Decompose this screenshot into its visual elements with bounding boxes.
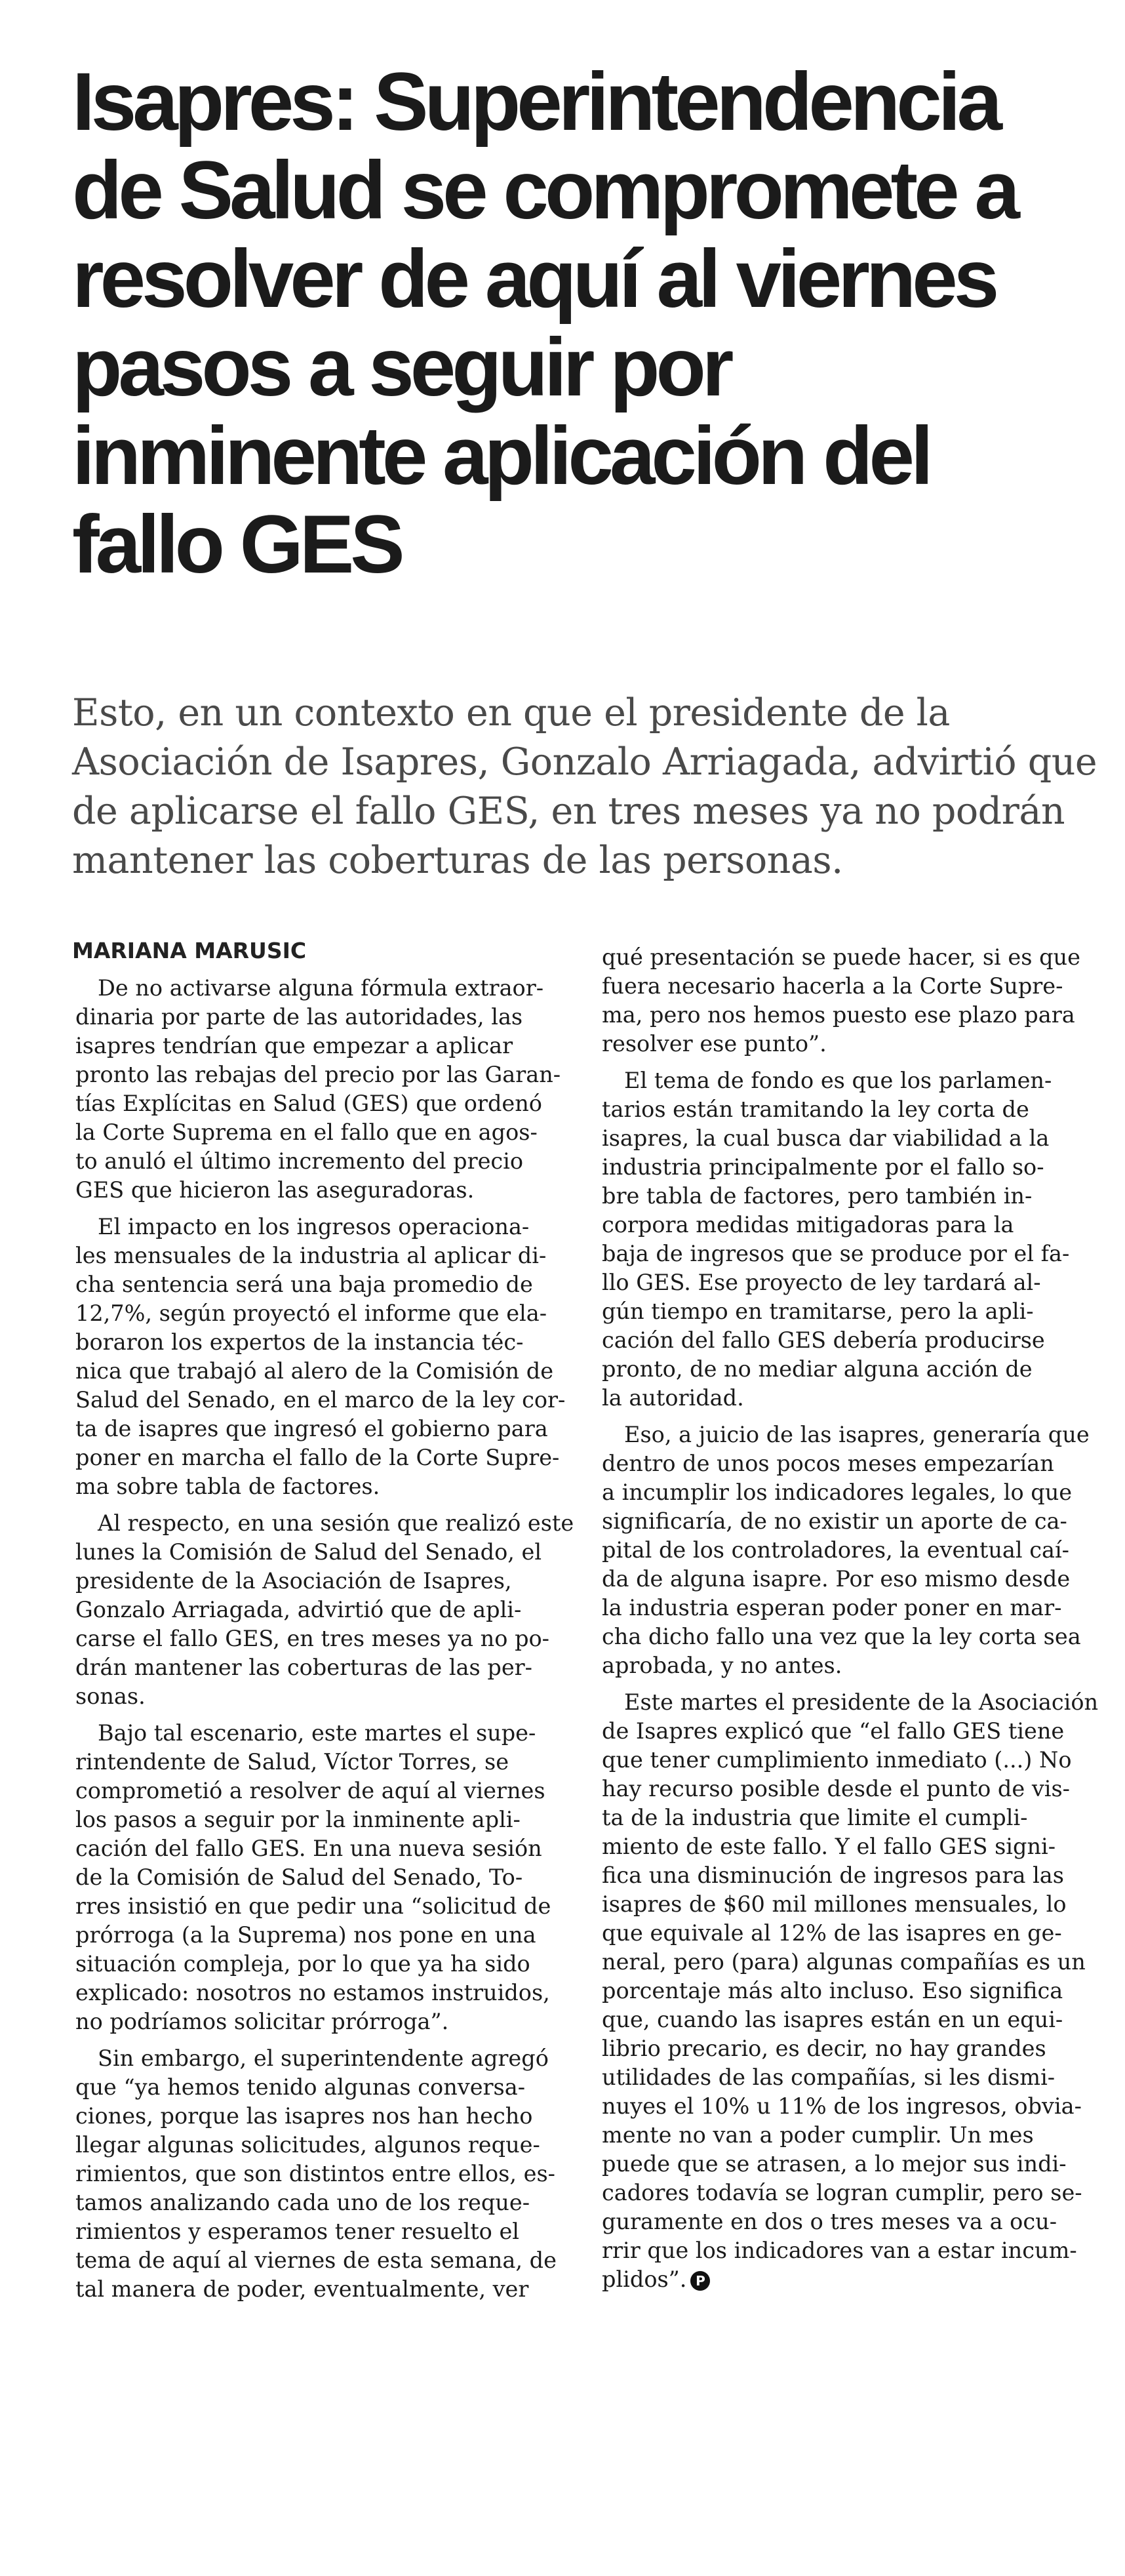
text-line: pital de los controladores, la eventual caí- bbox=[602, 1537, 1070, 1563]
text-line: Al respecto, en una sesión que realizó este bbox=[98, 1510, 574, 1536]
text-line: porcentaje más alto incluso. Eso significa bbox=[602, 1978, 1063, 2003]
paragraph bbox=[602, 943, 1100, 1058]
text-line: rintendente de Salud, Víctor Torres, se bbox=[75, 1749, 509, 1775]
text-line: los pasos a seguir por la inminente apli- bbox=[75, 1807, 521, 1832]
text-line: cación del fallo GES debería producirse bbox=[602, 1327, 1045, 1353]
text-line: la Corte Suprema en el fallo que en agos- bbox=[75, 1119, 538, 1145]
text-line: hay recurso posible desde el punto de vis- bbox=[602, 1776, 1070, 1801]
text-line: cha dicho fallo una vez que la ley corta sea bbox=[602, 1624, 1081, 1649]
paragraph bbox=[75, 1509, 574, 1711]
text-line: Eso, a juicio de las isapres, generaría que bbox=[624, 1422, 1090, 1447]
text-line: fuera necesario hacerla a la Corte Supre- bbox=[602, 973, 1063, 999]
text-line: presidente de la Asociación de Isapres, bbox=[75, 1568, 512, 1594]
text-line: nuyes el 10% u 11% de los ingresos, obvia- bbox=[602, 2093, 1082, 2119]
text-line: tema de aquí al viernes de esta semana, de bbox=[75, 2247, 557, 2273]
text-line: aprobada, y no antes. bbox=[602, 1653, 842, 1678]
text-line: ma sobre tabla de factores. bbox=[75, 1474, 380, 1499]
text-line: El impacto en los ingresos operaciona- bbox=[98, 1214, 530, 1239]
paragraph bbox=[75, 974, 574, 1205]
text-line: cha sentencia será una baja promedio de bbox=[75, 1272, 533, 1297]
text-line: gún tiempo en tramitarse, pero la apli- bbox=[602, 1298, 1034, 1324]
text-line: rres insistió en que pedir una “solicitud de bbox=[75, 1893, 551, 1919]
headline-line: Isapres: Superintendencia bbox=[72, 56, 998, 148]
text-line: puede que se atrasen, a lo mejor sus indi- bbox=[602, 2151, 1067, 2177]
text-line: dentro de unos pocos meses empezarían bbox=[602, 1451, 1054, 1476]
text-line: Gonzalo Arriagada, advirtió que de apli- bbox=[75, 1597, 522, 1622]
text-line: a incumplir los indicadores legales, lo que bbox=[602, 1479, 1073, 1505]
text-line: tamos analizando cada uno de los reque- bbox=[75, 2190, 530, 2215]
text-line: les mensuales de la industria al aplicar di- bbox=[75, 1243, 547, 1268]
text-line: drán mantener las coberturas de las per- bbox=[75, 1655, 532, 1680]
text-line: miento de este fallo. Y el fallo GES signi- bbox=[602, 1834, 1056, 1859]
deck-line: mantener las coberturas de las personas. bbox=[72, 839, 843, 882]
text-line: no podríamos solicitar prórroga”. bbox=[75, 2009, 449, 2034]
text-line: plidos”. P bbox=[602, 2265, 1100, 2294]
text-line: Este martes el presidente de la Asociación bbox=[624, 1689, 1099, 1715]
text-line: dinaria por parte de las autoridades, las bbox=[75, 1004, 523, 1030]
headline-line: fallo GES bbox=[72, 499, 401, 590]
text-line: ciones, porque las isapres nos han hecho bbox=[75, 2103, 533, 2129]
text-line: corpora medidas mitigadoras para la bbox=[602, 1212, 1014, 1238]
headline-line: resolver de aquí al viernes bbox=[72, 233, 996, 325]
deck-line: de aplicarse el fallo GES, en tres meses ya no podrán bbox=[72, 790, 1065, 833]
deck-line: Esto, en un contexto en que el presidente de la bbox=[72, 691, 950, 735]
text-line: la industria esperan poder poner en mar- bbox=[602, 1595, 1062, 1620]
text-line: rimientos y esperamos tener resuelto el bbox=[75, 2219, 520, 2244]
text-line: de la Comisión de Salud del Senado, To- bbox=[75, 1864, 523, 1890]
deck-line: Asociación de Isapres, Gonzalo Arriagada, advirtió que bbox=[72, 740, 1097, 784]
text-line: librio precario, es decir, no hay grandes bbox=[602, 2036, 1046, 2061]
text-line: nica que trabajó al alero de la Comisión de bbox=[75, 1358, 554, 1384]
headline-line: pasos a seguir por bbox=[72, 322, 730, 413]
text-line: guramente en dos o tres meses va a ocu- bbox=[602, 2209, 1057, 2234]
text-line: 12,7%, según proyectó el informe que ela- bbox=[75, 1300, 547, 1326]
text-line: isapres, la cual busca dar viabilidad a la bbox=[602, 1125, 1050, 1151]
text-line: que “ya hemos tenido algunas conversa- bbox=[75, 2074, 526, 2100]
text-line: bre tabla de factores, pero también in- bbox=[602, 1183, 1033, 1209]
paragraph bbox=[602, 1420, 1100, 1680]
article-body-right-column bbox=[602, 943, 1100, 2302]
text-line: tías Explícitas en Salud (GES) que ordenó bbox=[75, 1091, 542, 1116]
paragraph bbox=[602, 1066, 1100, 1413]
article-body-left-column bbox=[75, 974, 574, 2312]
text-line: industria principalmente por el fallo so- bbox=[602, 1154, 1044, 1180]
text-line: ta de la industria que limite el cumpli- bbox=[602, 1805, 1028, 1830]
publication-end-mark-icon: P bbox=[690, 2271, 710, 2291]
text-line: significaría, de no existir un aporte de ca- bbox=[602, 1508, 1067, 1534]
text-line: GES que hicieron las aseguradoras. bbox=[75, 1177, 475, 1203]
text-line: cadores todavía se logran cumplir, pero se- bbox=[602, 2180, 1082, 2205]
headline bbox=[72, 58, 1095, 589]
text-line: El tema de fondo es que los parlamen- bbox=[624, 1068, 1052, 1093]
text-line: Bajo tal escenario, este martes el supe- bbox=[98, 1720, 536, 1746]
paragraph bbox=[75, 1719, 574, 2036]
deck-subtitle bbox=[72, 689, 1095, 885]
text-line: isapres tendrían que empezar a aplicar bbox=[75, 1033, 513, 1058]
text-line: de Isapres explicó que “el fallo GES tiene bbox=[602, 1718, 1065, 1744]
text-line: rrir que los indicadores van a estar incum- bbox=[602, 2238, 1077, 2263]
text-line: baja de ingresos que se produce por el fa- bbox=[602, 1241, 1070, 1266]
text-line: pronto, de no mediar alguna acción de bbox=[602, 1356, 1033, 1382]
text-line: neral, pero (para) algunas compañías es un bbox=[602, 1949, 1086, 1975]
text-line: isapres de $60 mil millones mensuales, lo bbox=[602, 1891, 1067, 1917]
headline-line: de Salud se compromete a bbox=[72, 145, 1016, 236]
text-line: prórroga (a la Suprema) nos pone en una bbox=[75, 1922, 536, 1948]
text-line: que equivale al 12% de las isapres en ge- bbox=[602, 1920, 1062, 1946]
text-line: da de alguna isapre. Por eso mismo desde bbox=[602, 1566, 1071, 1592]
byline: MARIANA MARUSIC bbox=[72, 938, 307, 963]
text-line: que, cuando las isapres están en un equi- bbox=[602, 2007, 1063, 2032]
text-line: tarios están tramitando la ley corta de bbox=[602, 1097, 1029, 1122]
text-line: que tener cumplimiento inmediato (...) No bbox=[602, 1747, 1072, 1773]
text-line: la autoridad. bbox=[602, 1385, 744, 1411]
text-line: situación compleja, por lo que ya ha sido bbox=[75, 1951, 530, 1977]
text-line: to anuló el último incremento del precio bbox=[75, 1148, 524, 1174]
text-line: cación del fallo GES. En una nueva sesión bbox=[75, 1836, 542, 1861]
text-line: lunes la Comisión de Salud del Senado, el bbox=[75, 1539, 542, 1565]
text-line: mente no van a poder cumplir. Un mes bbox=[602, 2122, 1034, 2148]
text-line: resolver ese punto”. bbox=[602, 1031, 827, 1057]
text-line: pronto las rebajas del precio por las Garan- bbox=[75, 1062, 561, 1087]
headline-line: inminente aplicación del bbox=[72, 411, 930, 502]
text-line: llegar algunas solicitudes, algunos reque- bbox=[75, 2132, 540, 2158]
paragraph bbox=[75, 2044, 574, 2304]
text-line: De no activarse alguna fórmula extraor- bbox=[98, 975, 544, 1001]
text-line: explicado: nosotros no estamos instruidos, bbox=[75, 1980, 550, 2005]
text-line: tal manera de poder, eventualmente, ver bbox=[75, 2276, 529, 2302]
text-line: llo GES. Ese proyecto de ley tardará al- bbox=[602, 1270, 1041, 1295]
text-line: boraron los expertos de la instancia téc- bbox=[75, 1329, 524, 1355]
paragraph bbox=[602, 1688, 1100, 2294]
text-line: ma, pero nos hemos puesto ese plazo para bbox=[602, 1002, 1075, 1028]
text-line: comprometió a resolver de aquí al viernes bbox=[75, 1778, 545, 1803]
text-line: carse el fallo GES, en tres meses ya no po- bbox=[75, 1626, 549, 1651]
text-line: poner en marcha el fallo de la Corte Supre- bbox=[75, 1445, 560, 1470]
text-line: utilidades de las compañías, si les dismi- bbox=[602, 2064, 1056, 2090]
text-line: sonas. bbox=[75, 1683, 146, 1709]
text-line: qué presentación se puede hacer, si es que bbox=[602, 944, 1080, 970]
text-line: ta de isapres que ingresó el gobierno para bbox=[75, 1416, 548, 1441]
text-line: fica una disminución de ingresos para las bbox=[602, 1862, 1064, 1888]
paragraph bbox=[75, 1213, 574, 1501]
text-line: Sin embargo, el superintendente agregó bbox=[98, 2045, 549, 2071]
text-line: Salud del Senado, en el marco de la ley cor- bbox=[75, 1387, 566, 1413]
text-line: rimientos, que son distintos entre ellos, es- bbox=[75, 2161, 555, 2186]
